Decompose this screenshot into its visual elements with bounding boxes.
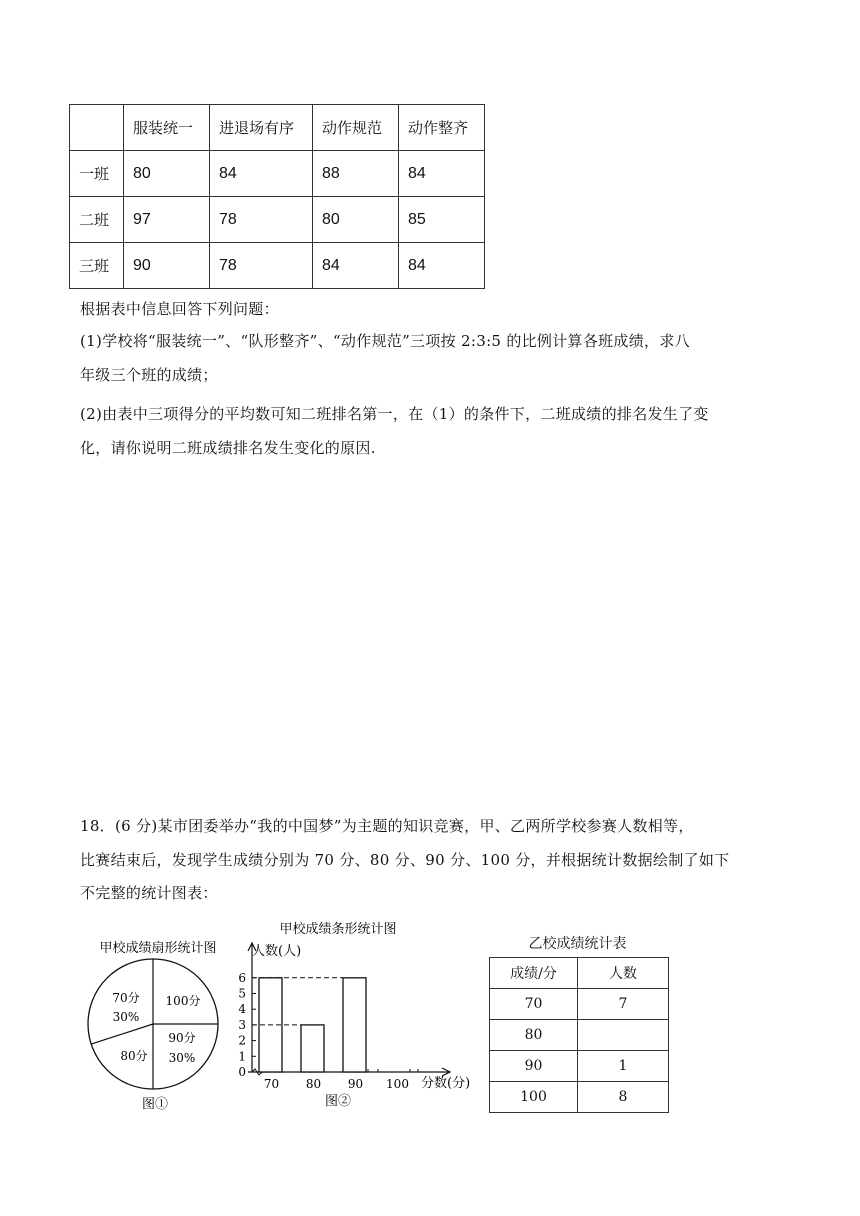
bar-90 xyxy=(343,978,366,1072)
table-header-cell: 服装统一 xyxy=(124,105,210,151)
bar-y-tick-label: 5 xyxy=(238,986,246,1001)
bar-chart xyxy=(228,915,493,1120)
table-cell: 84 xyxy=(313,243,399,289)
bar-80 xyxy=(301,1025,324,1072)
q17-intro: 根据表中信息回答下列问题： xyxy=(80,300,279,318)
pie-slice-percent: 30% xyxy=(112,1010,140,1024)
yi-header-row xyxy=(490,958,669,989)
bar-x-tick-label: 70 xyxy=(263,1077,280,1091)
yi-cell: 1 xyxy=(578,1051,669,1082)
table-cell: 88 xyxy=(313,151,399,197)
table-cell: 97 xyxy=(124,197,210,243)
yi-cell: 100 xyxy=(490,1082,578,1113)
yi-header-cell: 人数 xyxy=(578,958,669,989)
pie-chart-title: 甲校成绩扇形统计图 xyxy=(99,941,217,956)
bar-y-tick-label: 2 xyxy=(238,1033,246,1048)
pie-slice-label: 80分 xyxy=(120,1049,148,1063)
q17-part1-line2: 年级三个班的成绩； xyxy=(80,366,218,384)
table-corner-cell xyxy=(70,105,124,151)
table-cell: 80 xyxy=(313,197,399,243)
bar-x-tick-label: 80 xyxy=(305,1077,322,1091)
yi-cell: 90 xyxy=(490,1051,578,1082)
q18-line1: 18．(6 分)某市团委举办“我的中国梦”为主题的知识竞赛，甲、乙两所学校参赛人数相等， xyxy=(80,817,694,835)
yi-row xyxy=(490,989,669,1020)
table-cell: 85 xyxy=(399,197,485,243)
table-row xyxy=(70,197,485,243)
table-cell: 90 xyxy=(124,243,210,289)
pie-slice-label: 90分 xyxy=(168,1031,196,1045)
row-label: 一班 xyxy=(70,151,124,197)
yi-table-title: 乙校成绩统计表 xyxy=(528,936,627,952)
yi-school-table xyxy=(489,957,669,1113)
q18-line3: 不完整的统计图表： xyxy=(80,884,218,902)
bar-y-tick-label: 6 xyxy=(238,970,246,985)
q18-line2: 比赛结束后，发现学生成绩分别为 70 分、80 分、90 分、100 分，并根据统计数据绘制了如下 xyxy=(80,851,730,869)
bar-marks xyxy=(252,978,366,1072)
yi-row xyxy=(490,1082,669,1113)
bar-y-axis-label: 人数(人) xyxy=(252,944,302,959)
table-cell: 84 xyxy=(399,243,485,289)
table-cell: 84 xyxy=(399,151,485,197)
yi-header-cell: 成绩/分 xyxy=(490,958,578,989)
yi-cell: 70 xyxy=(490,989,578,1020)
pie-slice-label: 70分 xyxy=(112,991,140,1005)
yi-cell: 8 xyxy=(578,1082,669,1113)
pie-slice-percent: 30% xyxy=(168,1051,196,1065)
bar-x-tick-label: 100 xyxy=(386,1077,409,1091)
bar-x-axis-label: 分数(分) xyxy=(421,1076,471,1091)
table-header-cell: 动作规范 xyxy=(313,105,399,151)
bar-y-tick-label: 0 xyxy=(238,1065,246,1079)
yi-row xyxy=(490,1051,669,1082)
bar-y-tick-label: 1 xyxy=(238,1049,246,1064)
yi-cell: 80 xyxy=(490,1020,578,1051)
yi-cell xyxy=(578,1020,669,1051)
score-table xyxy=(69,104,485,289)
table-cell: 78 xyxy=(210,243,313,289)
q17-part1-line1: (1)学校将“服装统一”、“队形整齐”、“动作规范”三项按 2:3:5 的比例计算各班成绩，求八 xyxy=(80,332,690,350)
pie-chart xyxy=(80,930,240,1120)
bar-y-tick-label: 3 xyxy=(238,1017,246,1032)
table-cell: 84 xyxy=(210,151,313,197)
q17-part2-line1: (2)由表中三项得分的平均数可知二班排名第一，在（1）的条件下，二班成绩的排名发生了变 xyxy=(80,405,709,423)
table-header-row xyxy=(70,105,485,151)
table-cell: 78 xyxy=(210,197,313,243)
bar-x-tick-label: 90 xyxy=(347,1077,364,1091)
yi-cell: 7 xyxy=(578,989,669,1020)
row-label: 二班 xyxy=(70,197,124,243)
pie-caption: 图① xyxy=(141,1097,169,1112)
table-row xyxy=(70,243,485,289)
bar-y-tick-label: 4 xyxy=(238,1002,246,1017)
bar-chart-title: 甲校成绩条形统计图 xyxy=(279,922,397,937)
pie-slice-label: 100分 xyxy=(165,994,201,1008)
q17-part2-line2: 化，请你说明二班成绩排名发生变化的原因. xyxy=(80,439,376,457)
yi-row xyxy=(490,1020,669,1051)
table-header-cell: 进退场有序 xyxy=(210,105,313,151)
row-label: 三班 xyxy=(70,243,124,289)
table-row xyxy=(70,151,485,197)
table-cell: 80 xyxy=(124,151,210,197)
bar-caption: 图② xyxy=(324,1094,352,1109)
table-header-cell: 动作整齐 xyxy=(399,105,485,151)
